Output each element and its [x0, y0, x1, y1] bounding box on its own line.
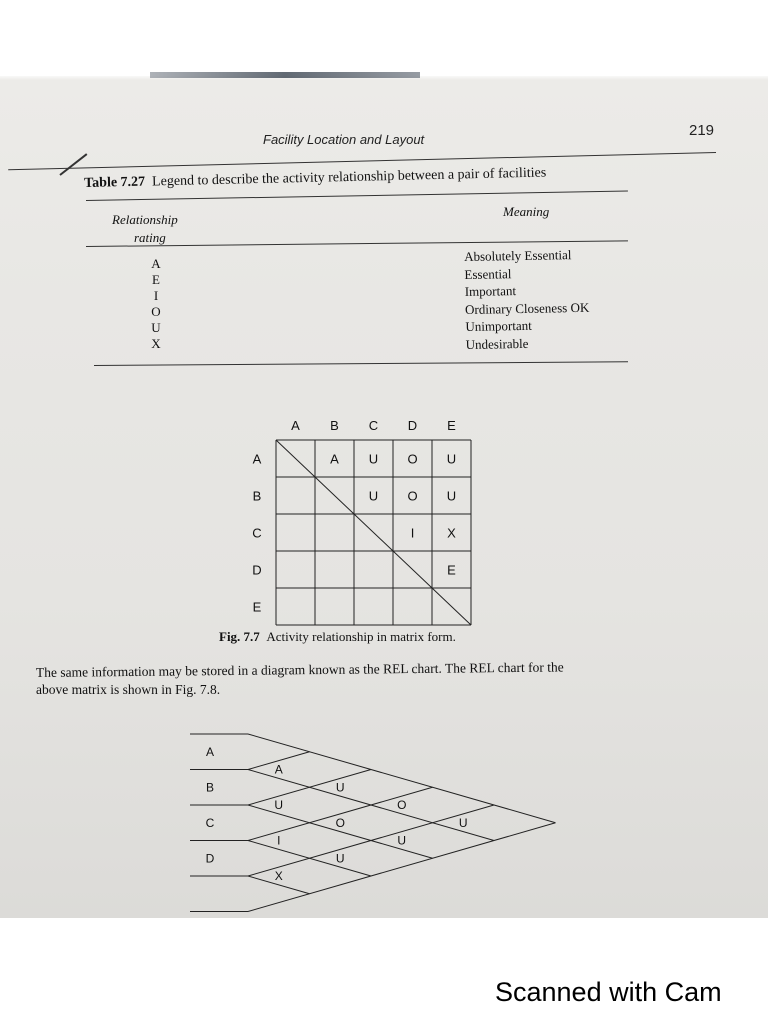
rel-lattice-line	[248, 805, 433, 858]
matrix-cell-rating: A	[330, 451, 339, 467]
rel-pair-rating: I	[277, 833, 281, 848]
matrix-cell-rating: U	[446, 488, 457, 504]
rel-chart	[190, 726, 560, 918]
activity-matrix	[240, 406, 490, 626]
rel-pair-rating: U	[335, 851, 345, 866]
rel-pair-rating: O	[397, 798, 407, 812]
meaning-text: Important	[464, 283, 517, 299]
rating-code: I	[153, 288, 159, 303]
rating-code: O	[151, 304, 161, 319]
rel-pair-rating: A	[274, 762, 283, 777]
rel-pair-rating: U	[397, 833, 407, 848]
meaning-text: Essential	[464, 265, 512, 282]
rel-row-label: D	[205, 851, 215, 866]
table-caption	[84, 166, 546, 192]
matrix-cell-rating: U	[368, 488, 379, 504]
rel-lattice-line	[248, 787, 433, 840]
matrix-column-label: D	[407, 418, 418, 433]
meaning-text: Unimportant	[465, 317, 532, 334]
table-top-rule	[86, 191, 628, 201]
meaning-text: Ordinary Closeness OK	[464, 299, 590, 317]
figure-caption-text: Activity relationship in matrix form.	[266, 629, 456, 644]
matrix-cell-rating: I	[410, 525, 415, 541]
page-number: 219	[689, 122, 715, 139]
matrix-row-label: E	[252, 599, 262, 615]
matrix-row-label: C	[252, 525, 262, 541]
rating-column-header-line1: Relationship	[112, 212, 178, 227]
matrix-row-label: A	[252, 451, 262, 467]
matrix-column-label: B	[330, 418, 339, 433]
matrix-column-label: E	[447, 418, 456, 433]
paragraph-line: The same information may be stored in a diagram known as the REL chart. The REL chart for the	[35, 659, 564, 680]
rating-code: E	[152, 272, 160, 287]
matrix-cell-rating: U	[446, 451, 457, 467]
rel-row-label: C	[205, 815, 215, 830]
matrix-cell-rating: E	[447, 562, 456, 578]
matrix-row-label: D	[252, 562, 262, 578]
meaning-column-header: Meaning	[503, 204, 550, 219]
header-rule	[8, 152, 716, 170]
matrix-cell-rating: O	[407, 451, 418, 467]
meaning-text: Undesirable	[465, 335, 529, 352]
matrix-cell-rating: U	[368, 451, 379, 467]
scanner-watermark: Scanned with Cam	[495, 977, 722, 1007]
meaning-list	[464, 246, 590, 353]
matrix-cell-rating: X	[447, 525, 456, 541]
background-strip	[0, 0, 768, 76]
pen-mark	[59, 153, 87, 176]
matrix-column-label: C	[368, 418, 379, 433]
table-label: Table 7.27	[84, 174, 146, 191]
rating-code: X	[151, 336, 161, 351]
rating-column-header-line2: rating	[134, 230, 166, 245]
body-paragraph	[35, 659, 716, 698]
book-page	[0, 76, 768, 918]
running-title: Facility Location and Layout	[263, 132, 425, 147]
rel-pair-rating: U	[458, 815, 468, 830]
rating-list	[149, 256, 163, 352]
figure-caption	[219, 629, 456, 645]
table-caption-text: Legend to describe the activity relationship between a pair of facilities	[151, 165, 547, 190]
rel-pair-rating: U	[335, 780, 345, 795]
matrix-column-label: A	[291, 418, 300, 433]
rating-code: A	[151, 256, 161, 271]
meaning-text: Absolutely Essential	[464, 247, 572, 264]
figure-label: Fig. 7.7	[219, 629, 260, 644]
matrix-diagonal	[276, 440, 471, 625]
rel-pair-rating: U	[274, 798, 284, 812]
rel-row-label: B	[205, 780, 215, 795]
paragraph-line: above matrix is shown in Fig. 7.8.	[36, 682, 221, 697]
rel-pair-rating: X	[274, 869, 283, 883]
rating-code: U	[151, 320, 161, 335]
rel-row-label: A	[205, 744, 215, 759]
matrix-cell-rating: O	[407, 488, 418, 504]
table-bottom-rule	[94, 361, 628, 366]
matrix-row-label: B	[252, 488, 262, 504]
rel-pair-rating: O	[335, 815, 345, 830]
